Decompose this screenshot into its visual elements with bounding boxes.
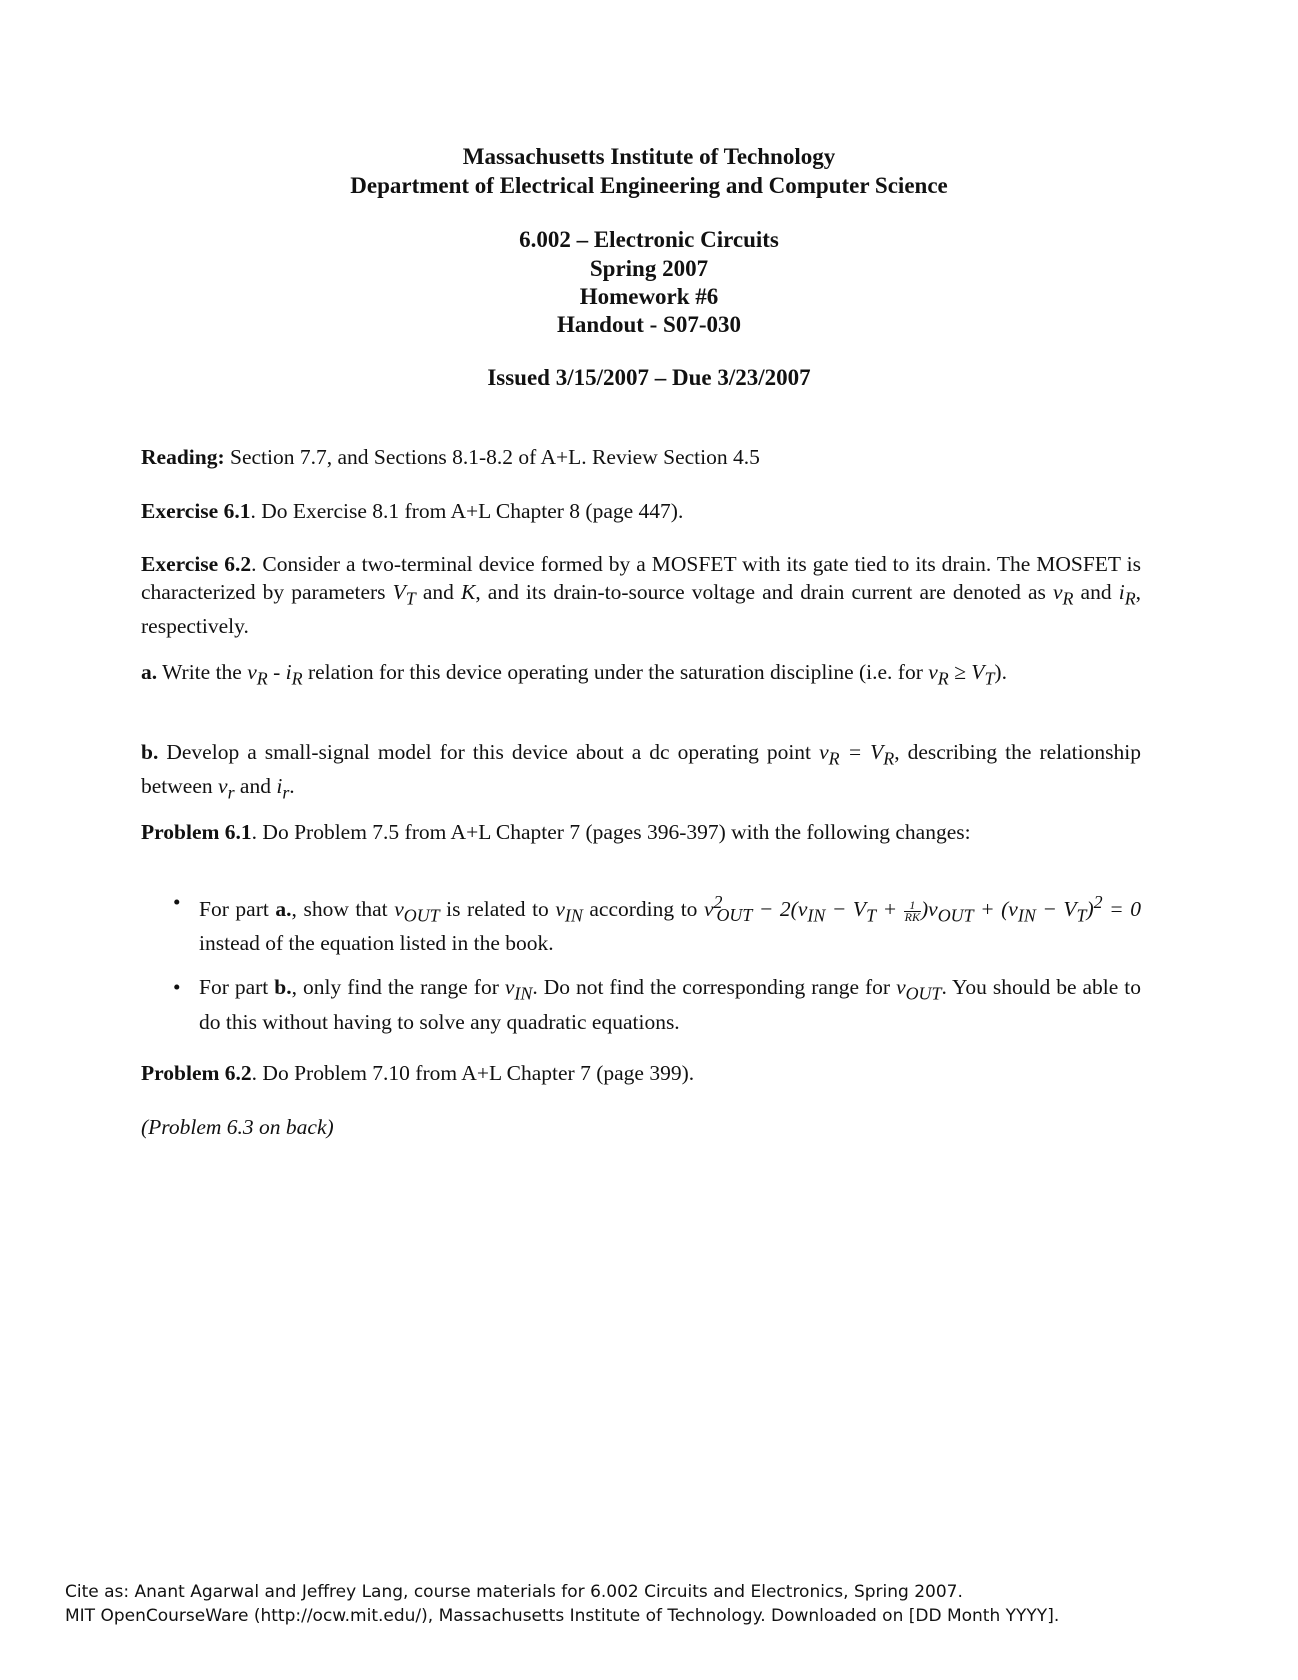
bullet-text: . You should be able to do this without having to solve any quadratic equations.: [199, 975, 1142, 1034]
part-b-text: Develop a small-signal model for this device about a dc operating point: [158, 740, 820, 764]
problem-6-1-bullet-list: [173, 888, 1141, 1052]
part-b-text: .: [289, 774, 295, 799]
bullet-text: . Do not find the corresponding range for: [532, 975, 897, 1000]
part-a-text: relation for this device operating under the saturation discipline (i.e. for: [302, 660, 929, 684]
exercise-6-2-part-a: [141, 658, 1141, 692]
homework-title: Homework #6: [579, 284, 719, 309]
exercise-6-1-text: . Do Exercise 8.1 from A+L Chapter 8 (page 447).: [250, 499, 684, 523]
citation-line-1: Cite as: Anant Agarwal and Jeffrey Lang, course materials for 6.002 Circuits and Electronics, Spring 2007.: [65, 1582, 963, 1602]
math-k: K: [460, 580, 476, 604]
bullet-text: For part: [199, 975, 275, 1000]
bullet-text: , only find the range for: [291, 975, 505, 1000]
math-vt: $V_T$: [392, 580, 416, 609]
exercise-6-2-text: , respectively.: [141, 580, 1142, 639]
reading-label: Reading:: [141, 445, 225, 469]
math-vr-eq-vr: $v_R = V_R$: [819, 740, 895, 769]
math-ir-small: $i_r$: [276, 774, 290, 803]
math-vr: $v_R$: [1052, 580, 1074, 609]
exercise-6-2-part-b: [141, 738, 1141, 807]
problem-6-2-text: . Do Problem 7.10 from A+L Chapter 7 (page 399).: [251, 1061, 695, 1085]
reading-paragraph: [141, 443, 1141, 471]
part-b-text: and: [234, 774, 277, 799]
reading-text: Section 7.7, and Sections 8.1-8.2 of A+L. Review Section 4.5: [230, 445, 760, 469]
bullet-text: , show that: [291, 897, 395, 922]
part-b-text: , describing the relationship between: [141, 740, 1141, 799]
bullet-part-b: [173, 973, 1141, 1035]
exercise-6-2-text: and: [1073, 580, 1119, 604]
math-vr-small: $v_r$: [218, 774, 235, 803]
problem-6-2-label: Problem 6.2: [141, 1061, 252, 1085]
exercise-6-1-label: Exercise 6.1: [141, 499, 251, 523]
math-equation: $v^2_{OUT} - 2(v_{IN} - V_T$ + $\frac{1}{RK}$ )$v_{OUT} + (v_{IN} - V_T)^2 = 0$: [703, 892, 1141, 926]
exercise-6-2-label: Exercise 6.2: [141, 552, 252, 576]
exercise-6-1-paragraph: [141, 497, 1141, 525]
citation-footer: [65, 1580, 1265, 1628]
problem-6-2-paragraph: [141, 1059, 1141, 1087]
math-vr-ir: $v_R - i_R$: [247, 660, 303, 689]
math-vin: $v_{IN}$: [504, 975, 533, 1004]
math-vout: $v_{OUT}$: [394, 897, 440, 926]
bullet-part-label: b.: [274, 975, 292, 1000]
problem-6-1-label: Problem 6.1: [141, 820, 252, 844]
math-vr-ge-vt: $v_R \ge V_T$: [928, 660, 995, 689]
department-title: Department of Electrical Engineering and Computer Science: [350, 173, 948, 198]
part-b-label: b.: [141, 740, 159, 764]
exercise-6-2-text: , and its drain-to-source voltage and drain current are denoted as: [475, 580, 1053, 604]
bullet-dot: •: [173, 890, 181, 914]
problem-6-1-text: . Do Problem 7.5 from A+L Chapter 7 (pages 396-397) with the following changes:: [251, 820, 971, 844]
bullet-part-label: a.: [275, 897, 292, 922]
bullet-text: according to: [582, 897, 704, 922]
bullet-dot: •: [173, 975, 181, 1000]
part-a-label: a.: [141, 660, 158, 684]
back-page-note: (Problem 6.3 on back): [141, 1115, 334, 1139]
math-ir: $i_R$: [1118, 580, 1136, 609]
institution-title: Massachusetts Institute of Technology: [462, 144, 836, 169]
problem-6-1-paragraph: [141, 818, 1141, 846]
exercise-6-2-text: and: [415, 580, 461, 604]
part-a-text: ).: [994, 660, 1007, 684]
math-vin: $v_{IN}$: [555, 897, 583, 926]
issue-due-dates: Issued 3/15/2007 – Due 3/23/2007: [487, 365, 811, 390]
math-vout: $v_{OUT}$: [896, 975, 942, 1004]
bullet-text: is related to: [439, 897, 556, 922]
course-title: 6.002 – Electronic Circuits: [519, 227, 779, 252]
citation-line-2: MIT OpenCourseWare (http://ocw.mit.edu/), Massachusetts Institute of Technology. Downloaded on [DD Month YYYY].: [65, 1606, 1060, 1626]
handout-title: Handout - S07-030: [556, 312, 742, 337]
term-title: Spring 2007: [589, 256, 709, 281]
exercise-6-2-paragraph: [141, 550, 1141, 640]
exercise-6-2-text: . Consider a two-terminal device formed by a MOSFET with its gate tied to its drain. The MOSFET is characterized by parameters: [141, 552, 1141, 604]
bullet-text: instead of the equation listed in the book.: [199, 931, 554, 956]
bullet-text: For part: [199, 897, 276, 922]
part-a-text: Write the: [157, 660, 248, 684]
bullet-part-a: [173, 888, 1141, 957]
